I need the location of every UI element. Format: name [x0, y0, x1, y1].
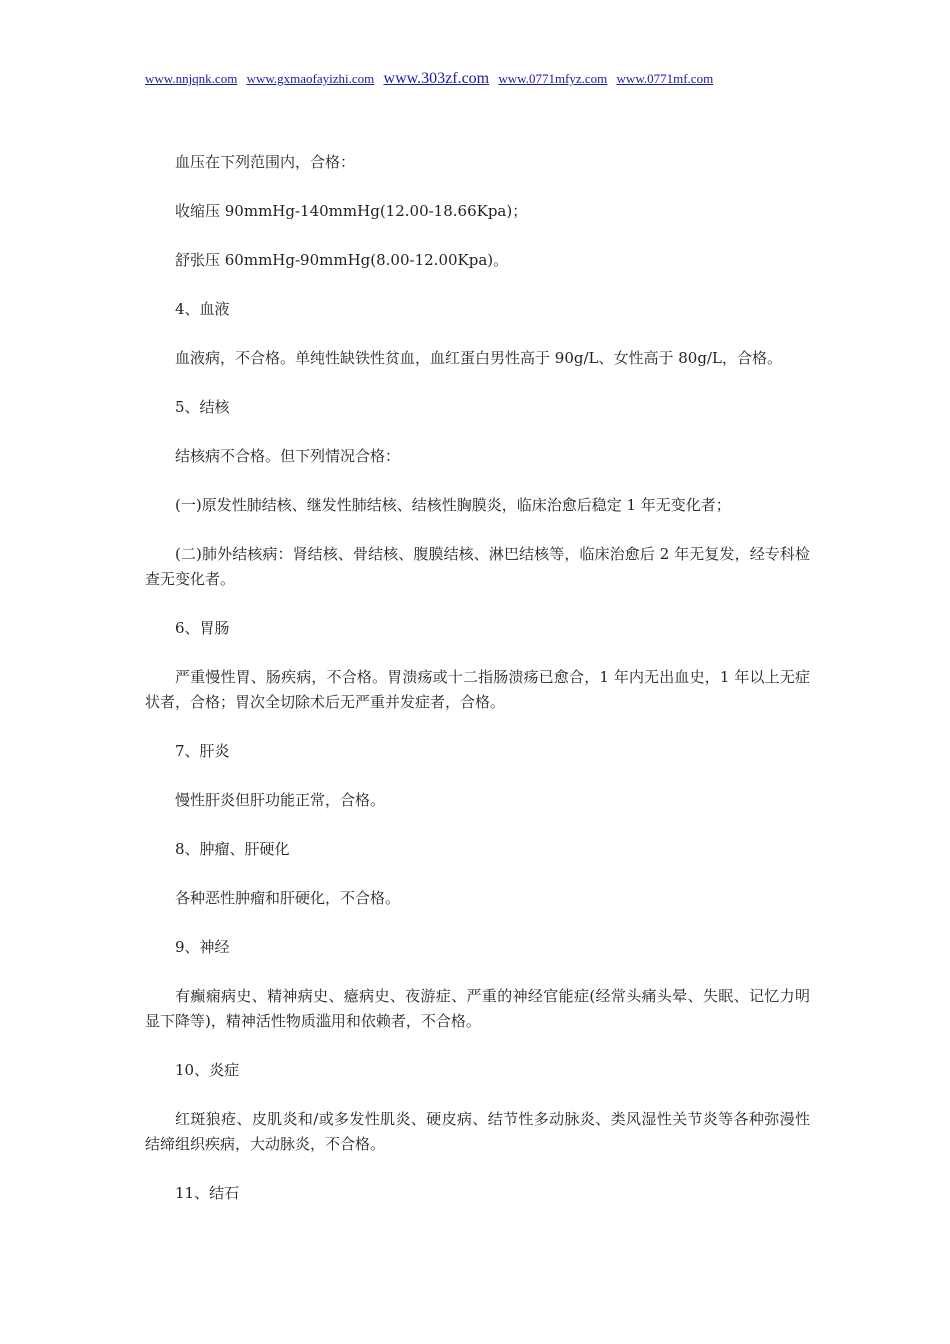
paragraph: 舒张压 60mmHg-90mmHg(8.00-12.00Kpa)。 — [175, 251, 509, 269]
paragraph: (二)肺外结核病：肾结核、骨结核、腹膜结核、淋巴结核等，临床治愈后 2 年无复发，经专科检查无变化者。 — [145, 545, 810, 588]
header-link-0771mfyz[interactable]: www.0771mfyz.com — [498, 71, 608, 86]
paragraph: (一)原发性肺结核、继发性肺结核、结核性胸膜炎，临床治愈后稳定 1 年无变化者； — [175, 496, 731, 514]
paragraph: 红斑狼疮、皮肌炎和/或多发性肌炎、硬皮病、结节性多动脉炎、类风湿性关节炎等各种弥漫性结缔组织疾病，大动脉炎，不合格。 — [145, 1110, 810, 1153]
paragraph: 结核病不合格。但下列情况合格： — [175, 447, 401, 465]
section-heading: 10、炎症 — [175, 1061, 240, 1079]
section-heading: 4、血液 — [175, 300, 230, 318]
paragraph: 各种恶性肿瘤和肝硬化，不合格。 — [175, 889, 401, 907]
section-heading: 11、结石 — [175, 1184, 240, 1202]
section-heading: 9、神经 — [175, 938, 230, 956]
header-link-nnjqnk[interactable]: www.nnjqnk.com — [145, 71, 238, 86]
header-link-gxmaofayizhi[interactable]: www.gxmaofayizhi.com — [246, 71, 375, 86]
document-body — [145, 150, 810, 1230]
paragraph: 有癫痫病史、精神病史、癔病史、夜游症、严重的神经官能症(经常头痛头晕、失眠、记忆力明显下降等)，精神活性物质滥用和依赖者，不合格。 — [145, 987, 810, 1030]
paragraph: 血压在下列范围内，合格： — [175, 153, 356, 171]
header-link-303zf[interactable]: www.303zf.com — [383, 70, 490, 87]
paragraph: 严重慢性胃、肠疾病，不合格。胃溃疡或十二指肠溃疡已愈合，1 年内无出血史，1 年以上无症状者，合格；胃次全切除术后无严重并发症者，合格。 — [145, 668, 810, 711]
section-heading: 8、肿瘤、肝硬化 — [175, 840, 290, 858]
section-heading: 6、胃肠 — [175, 619, 230, 637]
section-heading: 7、肝炎 — [175, 742, 230, 760]
paragraph: 血液病，不合格。单纯性缺铁性贫血，血红蛋白男性高于 90g/L、女性高于 80g/L，合格。 — [175, 349, 782, 367]
header-links — [145, 70, 845, 88]
section-heading: 5、结核 — [175, 398, 230, 416]
paragraph: 慢性肝炎但肝功能正常，合格。 — [175, 791, 386, 809]
paragraph: 收缩压 90mmHg-140mmHg(12.00-18.66Kpa)； — [175, 202, 528, 220]
header-link-0771mf[interactable]: www.0771mf.com — [616, 71, 714, 86]
